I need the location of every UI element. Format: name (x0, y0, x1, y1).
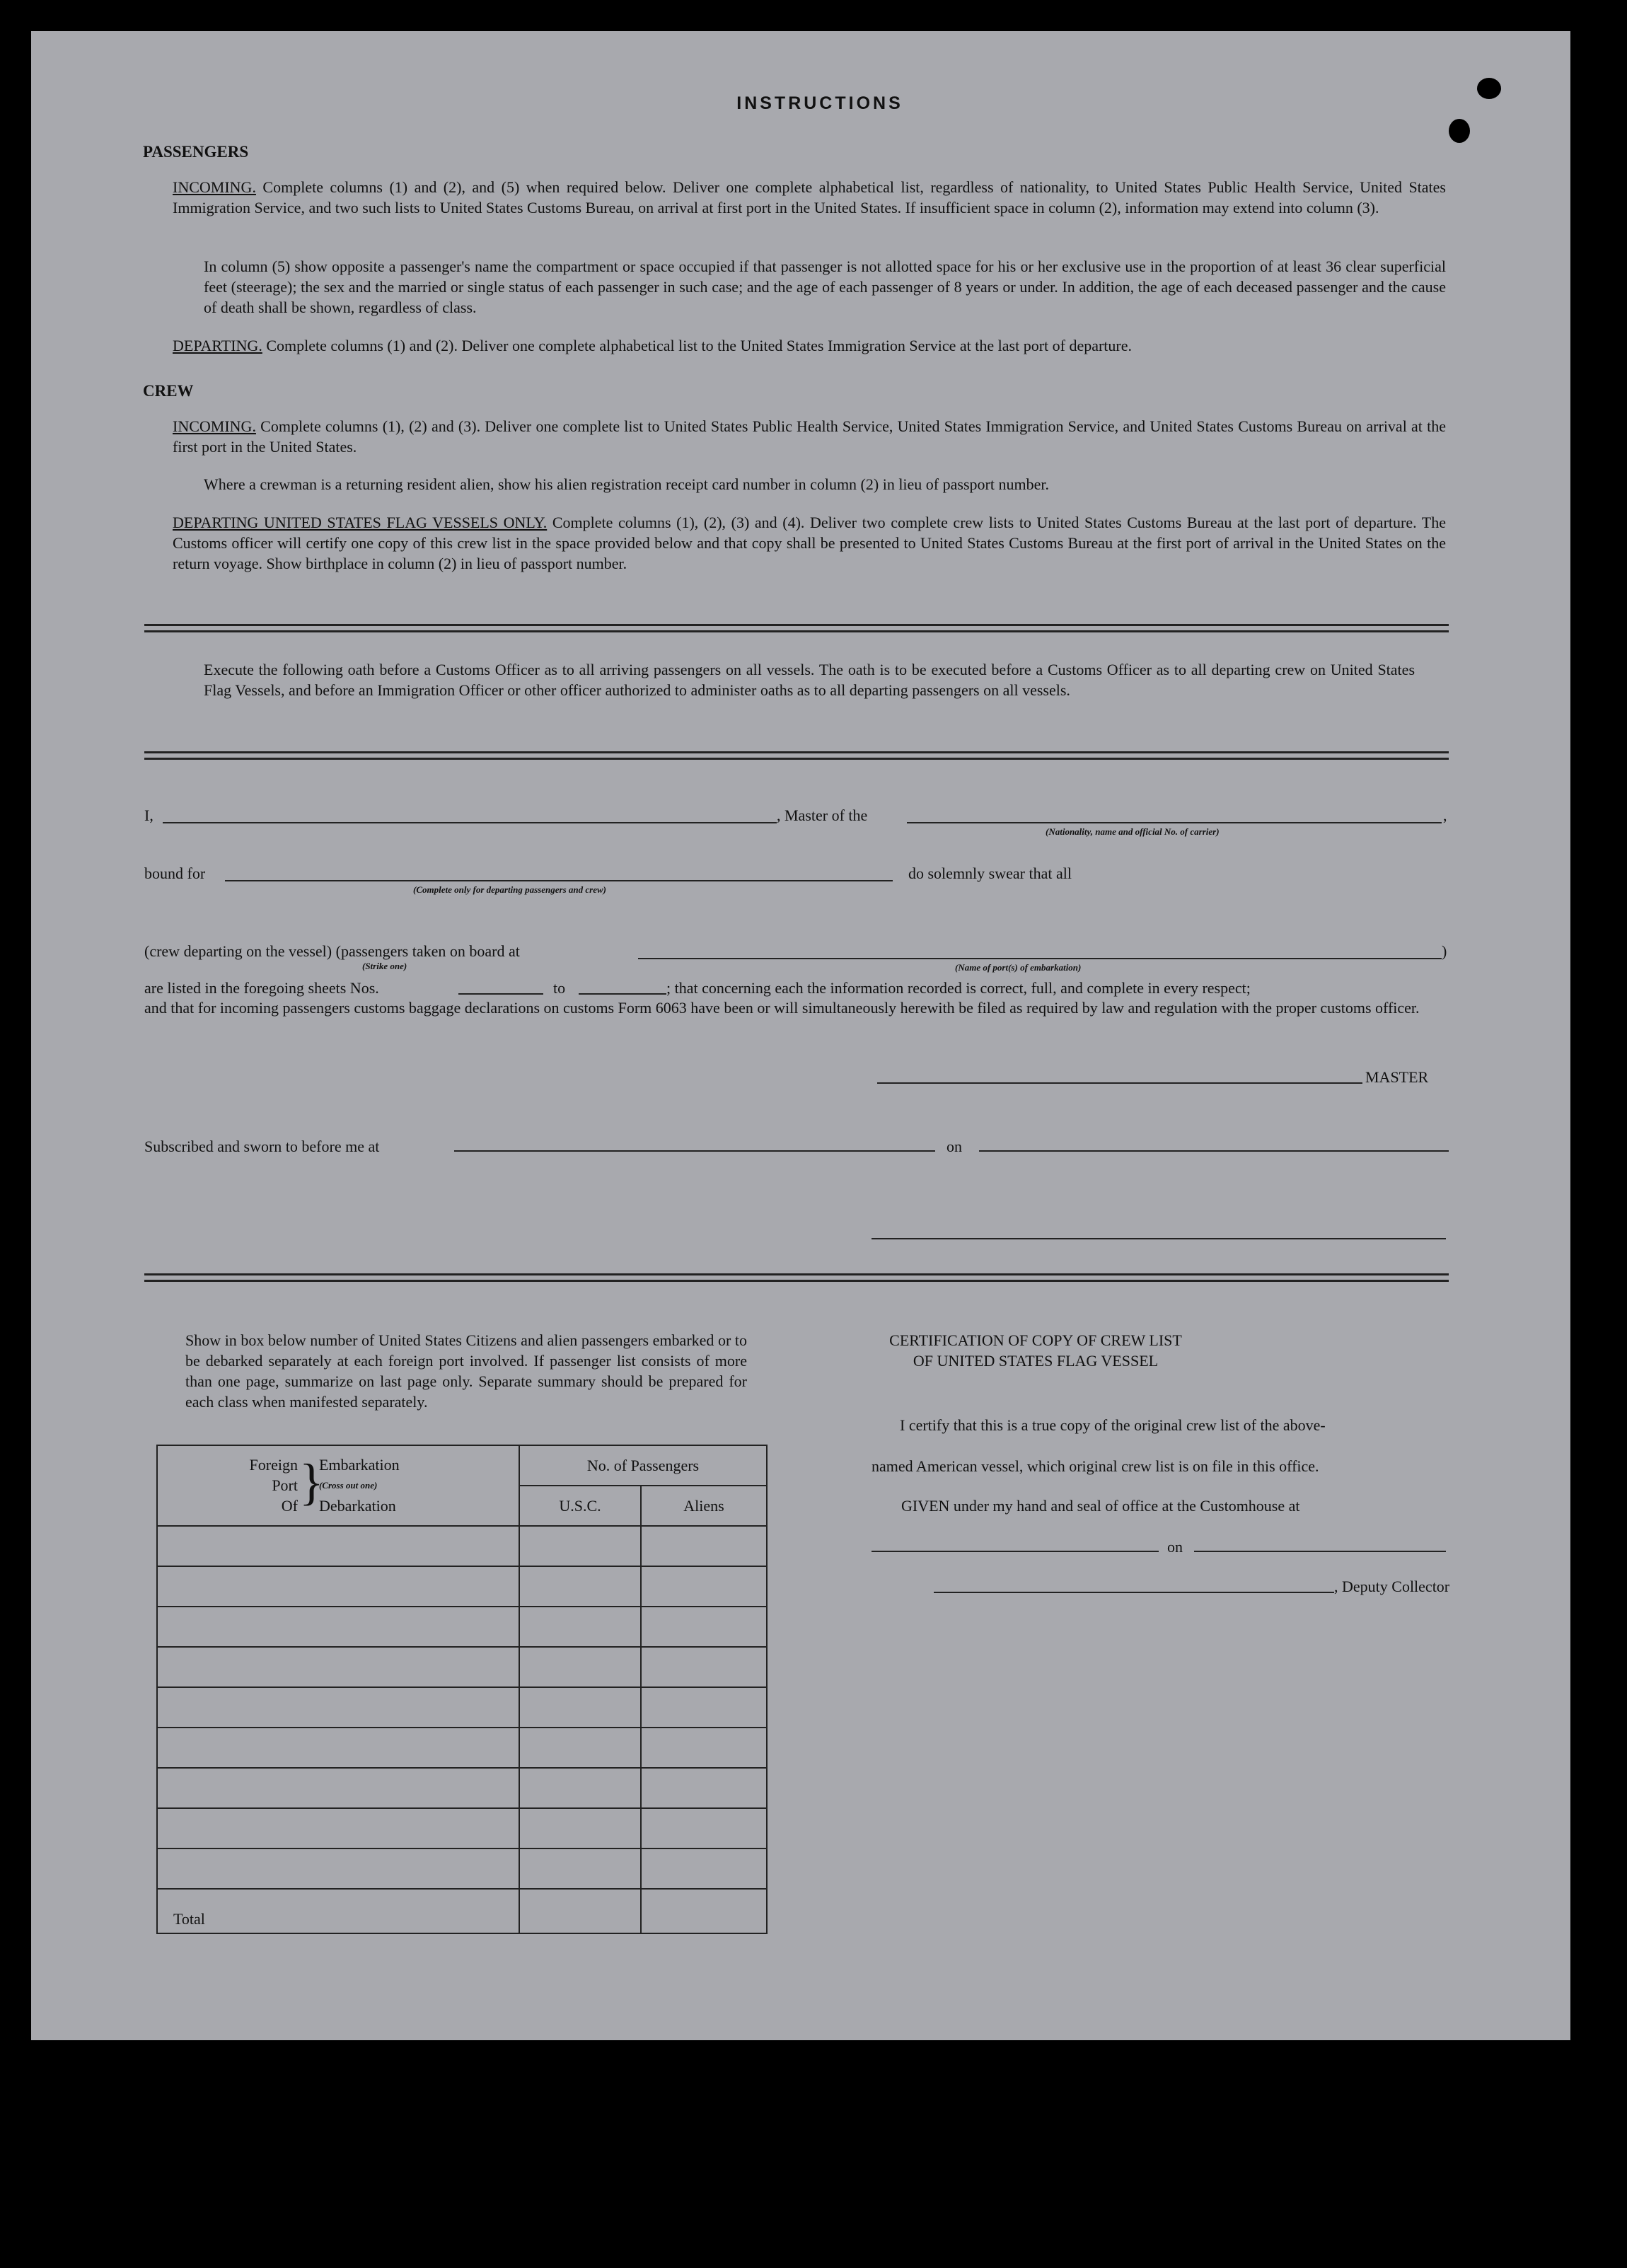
passengers-departing-text: Complete columns (1) and (2). Deliver one complete alphabetical list to the United States Immigration Service at the last port of departure. (266, 337, 1133, 354)
crew-heading: CREW (143, 382, 194, 400)
aliens-cell[interactable] (641, 1687, 767, 1728)
ink-blot (1477, 78, 1501, 99)
divider (144, 1273, 1449, 1282)
passengers-incoming-text: Complete columns (1) and (2), and (5) when required below. Deliver one complete alphabetical list, regardless of nationality, to United States Public Health Service, United States Immigration Service, and two such lists to United States Customs Bureau, on arrival at first port in the United States. If insufficient space in column (2), information may extend into column (3). (173, 178, 1446, 216)
crew-passengers-text: (crew departing on the vessel) (passengers taken on board at (144, 942, 520, 960)
usc-total-cell[interactable] (519, 1889, 641, 1933)
usc-header: U.S.C. (519, 1486, 641, 1526)
certification-title-line1: CERTIFICATION OF COPY OF CREW LIST (889, 1331, 1182, 1349)
carrier-caption: (Nationality, name and official No. of carrier) (1046, 826, 1220, 837)
bound-for-label: bound for (144, 864, 206, 882)
master-label: MASTER (1365, 1068, 1429, 1086)
port-cell[interactable] (157, 1647, 519, 1687)
no-of-passengers-header: No. of Passengers (519, 1445, 767, 1486)
oath-i-label: I, (144, 806, 154, 824)
ports-caption: (Name of port(s) of embarkation) (955, 962, 1082, 973)
aliens-total-cell[interactable] (641, 1889, 767, 1933)
passenger-summary-table (156, 1445, 768, 1934)
page-title: INSTRUCTIONS (736, 93, 903, 113)
port-cell[interactable] (157, 1526, 519, 1566)
subscribed-on-label: on (946, 1138, 962, 1155)
master-name-field[interactable] (163, 822, 777, 823)
table-row (157, 1848, 767, 1889)
table-row (157, 1768, 767, 1808)
document-page (31, 31, 1570, 2040)
crew-incoming-paragraph (173, 416, 1446, 457)
ink-blot (1449, 119, 1470, 143)
usc-cell[interactable] (519, 1768, 641, 1808)
listed-rest: ; that concerning each the information recorded is correct, full, and complete in every respect; (666, 979, 1251, 997)
cross-out-caption: (Cross out one) (319, 1480, 378, 1491)
table-row (157, 1647, 767, 1687)
subscribed-place-field[interactable] (454, 1150, 935, 1152)
strike-caption: (Strike one) (362, 961, 407, 971)
port-cell[interactable] (157, 1848, 519, 1889)
passengers-heading: PASSENGERS (143, 143, 249, 161)
certify-line2: named American vessel, which original crew list is on file in this office. (872, 1457, 1319, 1475)
bound-for-field[interactable] (225, 880, 893, 881)
certification-title (866, 1330, 1205, 1371)
certification-date-field[interactable] (1194, 1551, 1446, 1552)
table-row (157, 1687, 767, 1728)
given-text: GIVEN under my hand and seal of office at the Customhouse at (901, 1497, 1300, 1515)
port-cell[interactable] (157, 1687, 519, 1728)
bound-for-caption: (Complete only for departing passengers and crew) (413, 884, 606, 895)
usc-cell[interactable] (519, 1808, 641, 1848)
table-row (157, 1566, 767, 1607)
certify-line1: I certify that this is a true copy of the original crew list of the above- (900, 1416, 1326, 1434)
divider (144, 624, 1449, 632)
port-cell[interactable] (157, 1768, 519, 1808)
divider (144, 751, 1449, 760)
port-cell[interactable] (157, 1808, 519, 1848)
listed-prefix: are listed in the foregoing sheets Nos. (144, 979, 379, 997)
listed-line (144, 978, 1449, 998)
passengers-incoming-label: INCOMING. (173, 178, 256, 196)
crew-departing-text: Complete columns (1), (2), (3) and (4). Deliver two complete crew lists to United States Customs Bureau at the last port of departure. The Customs officer will certify one copy of this crew list in the space provided below and that copy shall be presented to United States Customs Bureau at the first port of arrival in the United States on the return voyage. Show birthplace in column (2) in lieu of passport number. (173, 514, 1447, 572)
embarkation-ports-field[interactable] (638, 958, 1442, 959)
passengers-departing-paragraph (173, 335, 1446, 356)
oath-instruction: Execute the following oath before a Customs Officer as to all arriving passengers on all vessels. The oath is to be executed before a Customs Officer as to all departing crew on United States Flag Vessels, and before an Immigration Officer or other officer authorized to administer oaths as to all departing passengers on all vessels. (204, 661, 1415, 699)
swear-text: do solemnly swear that all (908, 864, 1072, 882)
usc-cell[interactable] (519, 1566, 641, 1607)
table-header-row (157, 1445, 767, 1486)
crew-incoming-text: Complete columns (1), (2) and (3). Deliver one complete list to United States Public Health Service, United States Immigration Service, and United States Customs Bureau on arrival at the first port in the United States. (173, 417, 1446, 456)
certification-on-label: on (1167, 1538, 1183, 1556)
aliens-cell[interactable] (641, 1848, 767, 1889)
certification-title-line2: OF UNITED STATES FLAG VESSEL (913, 1352, 1159, 1370)
table-row (157, 1808, 767, 1848)
usc-cell[interactable] (519, 1728, 641, 1768)
carrier-comma: , (1443, 806, 1447, 824)
aliens-cell[interactable] (641, 1566, 767, 1607)
port-label: Port (272, 1476, 298, 1494)
usc-cell[interactable] (519, 1526, 641, 1566)
aliens-cell[interactable] (641, 1607, 767, 1647)
subscribed-label: Subscribed and sworn to before me at (144, 1138, 380, 1155)
crew-departing-label: DEPARTING UNITED STATES FLAG VESSELS ONLY. (173, 514, 548, 531)
baggage-text: and that for incoming passengers customs baggage declarations on customs Form 6063 have been or will simultaneously herewith be filed as required by law and regulation with the proper customs officer. (144, 999, 1420, 1017)
aliens-cell[interactable] (641, 1728, 767, 1768)
brace-icon: } (299, 1454, 324, 1510)
total-label: Total (157, 1889, 519, 1933)
aliens-cell[interactable] (641, 1768, 767, 1808)
subscribed-date-field[interactable] (979, 1150, 1449, 1152)
usc-cell[interactable] (519, 1687, 641, 1728)
sheet-from-field[interactable] (458, 993, 543, 995)
total-row (157, 1889, 767, 1933)
usc-cell[interactable] (519, 1848, 641, 1889)
close-paren: ) (1442, 942, 1447, 960)
table-row (157, 1728, 767, 1768)
usc-cell[interactable] (519, 1647, 641, 1687)
foreign-label: Foreign (249, 1456, 298, 1474)
aliens-cell[interactable] (641, 1808, 767, 1848)
table-row (157, 1607, 767, 1647)
crew-resident-paragraph: Where a crewman is a returning resident alien, show his alien registration receipt card number in column (2) in lieu of passport number. (204, 475, 1049, 493)
deputy-collector-label: , Deputy Collector (1334, 1578, 1450, 1595)
port-header-cell (157, 1445, 519, 1526)
embarkation-label: Embarkation (319, 1456, 400, 1474)
passengers-incoming-paragraph (173, 177, 1446, 218)
deputy-collector-signature-field[interactable] (934, 1592, 1334, 1593)
sheet-to-field[interactable] (579, 993, 666, 995)
passengers-departing-label: DEPARTING. (173, 337, 262, 354)
aliens-cell[interactable] (641, 1647, 767, 1687)
of-label: Of (281, 1497, 298, 1515)
master-of-label: , Master of the (777, 806, 868, 824)
to-label: to (553, 979, 566, 997)
carrier-field[interactable] (907, 822, 1442, 823)
officer-signature-field[interactable] (872, 1238, 1446, 1239)
customhouse-field[interactable] (872, 1551, 1159, 1552)
aliens-header: Aliens (641, 1486, 767, 1526)
port-cell[interactable] (157, 1607, 519, 1647)
master-signature-field[interactable] (877, 1082, 1362, 1084)
passengers-column5-paragraph: In column (5) show opposite a passenger's name the compartment or space occupied if that passenger is not allotted space for his or her exclusive use in the proportion of at least 36 clear superficial feet (steerage); the sex and the married or single status of each passenger in such case; and the age of each passenger of 8 years or under. In addition, the age of each deceased passenger and the cause of death shall be shown, regardless of class. (204, 258, 1446, 316)
summary-instruction: Show in box below number of United States Citizens and alien passengers embarked or to be debarked separately at each foreign port involved. If passenger list consists of more than one page, summarize on last page only. Separate summary should be prepared for each class when manifested separately. (185, 1331, 747, 1411)
usc-cell[interactable] (519, 1607, 641, 1647)
port-cell[interactable] (157, 1566, 519, 1607)
aliens-cell[interactable] (641, 1526, 767, 1566)
crew-departing-paragraph (173, 512, 1446, 574)
crew-incoming-label: INCOMING. (173, 417, 256, 435)
debarkation-label: Debarkation (319, 1497, 396, 1515)
port-cell[interactable] (157, 1728, 519, 1768)
table-row (157, 1526, 767, 1566)
